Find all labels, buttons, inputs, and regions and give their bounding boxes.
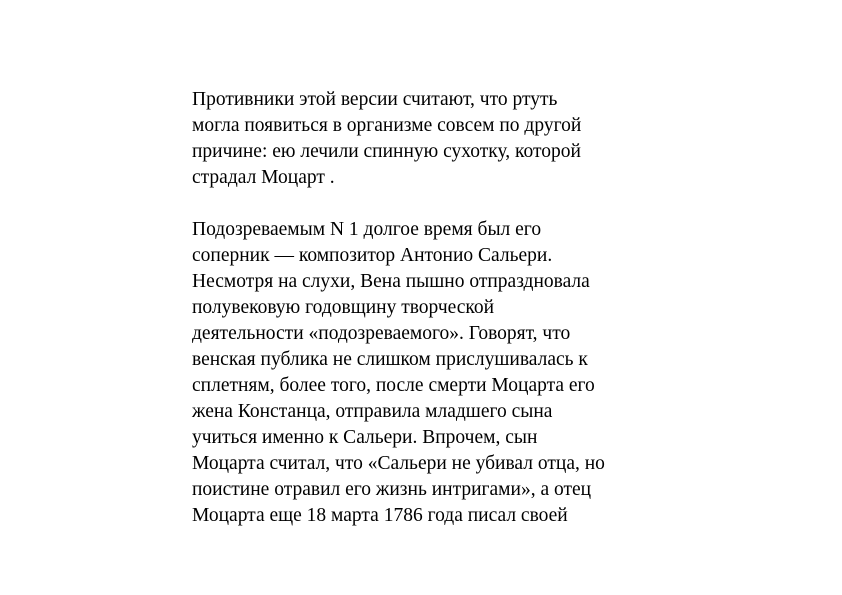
text-line: Моцарта еще 18 марта 1786 года писал своей	[192, 505, 568, 526]
text-line: Противники этой версии считают, что ртуть	[192, 89, 558, 110]
text-line: могла появиться в организме совсем по другой	[192, 115, 582, 136]
text-line: полувековую годовщину творческой	[192, 297, 495, 318]
text-line: причине: ею лечили спинную сухотку, которой	[192, 141, 581, 162]
text-line: страдал Моцарт .	[192, 167, 335, 188]
text-line: жена Констанца, отправила младшего сына	[192, 401, 553, 422]
text-line: поистине отравил его жизнь интригами», а отец	[192, 479, 592, 500]
text-line: Несмотря на слухи, Вена пышно отпраздновала	[192, 271, 590, 292]
paragraph-mercury-version	[192, 87, 662, 191]
text-line: учиться именно к Сальери. Впрочем, сын	[192, 427, 538, 448]
text-line: деятельности «подозреваемого». Говорят, что	[192, 323, 571, 344]
text-line: венская публика не слишком прислушивалась к	[192, 349, 588, 370]
paragraph-salieri-suspect	[192, 217, 662, 529]
text-line: сплетням, более того, после смерти Моцарта его	[192, 375, 595, 396]
text-line: Подозреваемым N 1 долгое время был его	[192, 219, 542, 240]
text-line: Моцарта считал, что «Сальери не убивал отца, но	[192, 453, 605, 474]
text-line: соперник — композитор Антонио Сальери.	[192, 245, 553, 266]
